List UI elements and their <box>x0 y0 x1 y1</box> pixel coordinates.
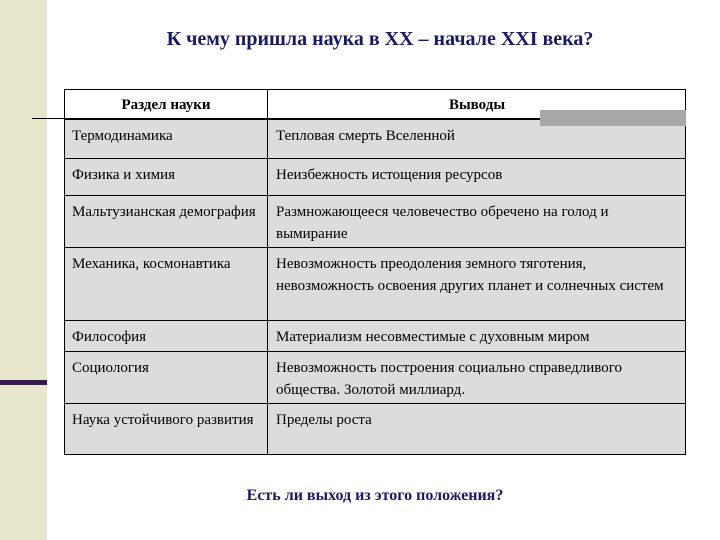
left-decorative-band <box>0 0 47 540</box>
row-conclusion: Пределы роста <box>276 412 372 428</box>
row-section: Философия <box>65 321 268 352</box>
table-row <box>65 158 685 196</box>
closing-question: Есть ли выход из этого положения? <box>246 487 504 504</box>
table-row <box>65 195 685 248</box>
row-conclusion: Неизбежность истощения ресурсов <box>276 167 503 183</box>
row-conclusion: Материализм несовместимые с духовным миром <box>276 329 590 345</box>
table-row <box>65 351 685 404</box>
science-conclusions-table <box>64 89 686 455</box>
slide-title: К чему пришла наука в XX – начале XXI века? <box>166 28 594 50</box>
row-conclusion: Невозможность преодоления земного тяготения, невозможность освоения других планет и солнечных систем <box>276 256 664 294</box>
row-section: Физика и химия <box>65 159 268 196</box>
row-section: Механика, космонавтика <box>65 248 268 321</box>
table-row <box>65 320 685 352</box>
row-section: Термодинамика <box>65 120 268 159</box>
row-section: Наука устойчивого развития <box>65 404 268 455</box>
table-row <box>65 247 685 321</box>
decorative-gray-box <box>540 110 686 126</box>
left-accent-bar <box>0 380 47 385</box>
row-conclusion: Размножающееся человечество обречено на голод и вымирание <box>276 204 609 242</box>
table-row <box>65 403 685 455</box>
row-section: Социология <box>65 352 268 404</box>
row-section: Мальтузианская демография <box>65 196 268 248</box>
header-section: Раздел науки <box>65 90 268 119</box>
header-conclusions: Выводы <box>448 97 506 113</box>
row-conclusion: Тепловая смерть Вселенной <box>276 128 455 144</box>
row-conclusion: Невозможность построения социально справедливого общества. Золотой миллиард. <box>276 360 623 398</box>
